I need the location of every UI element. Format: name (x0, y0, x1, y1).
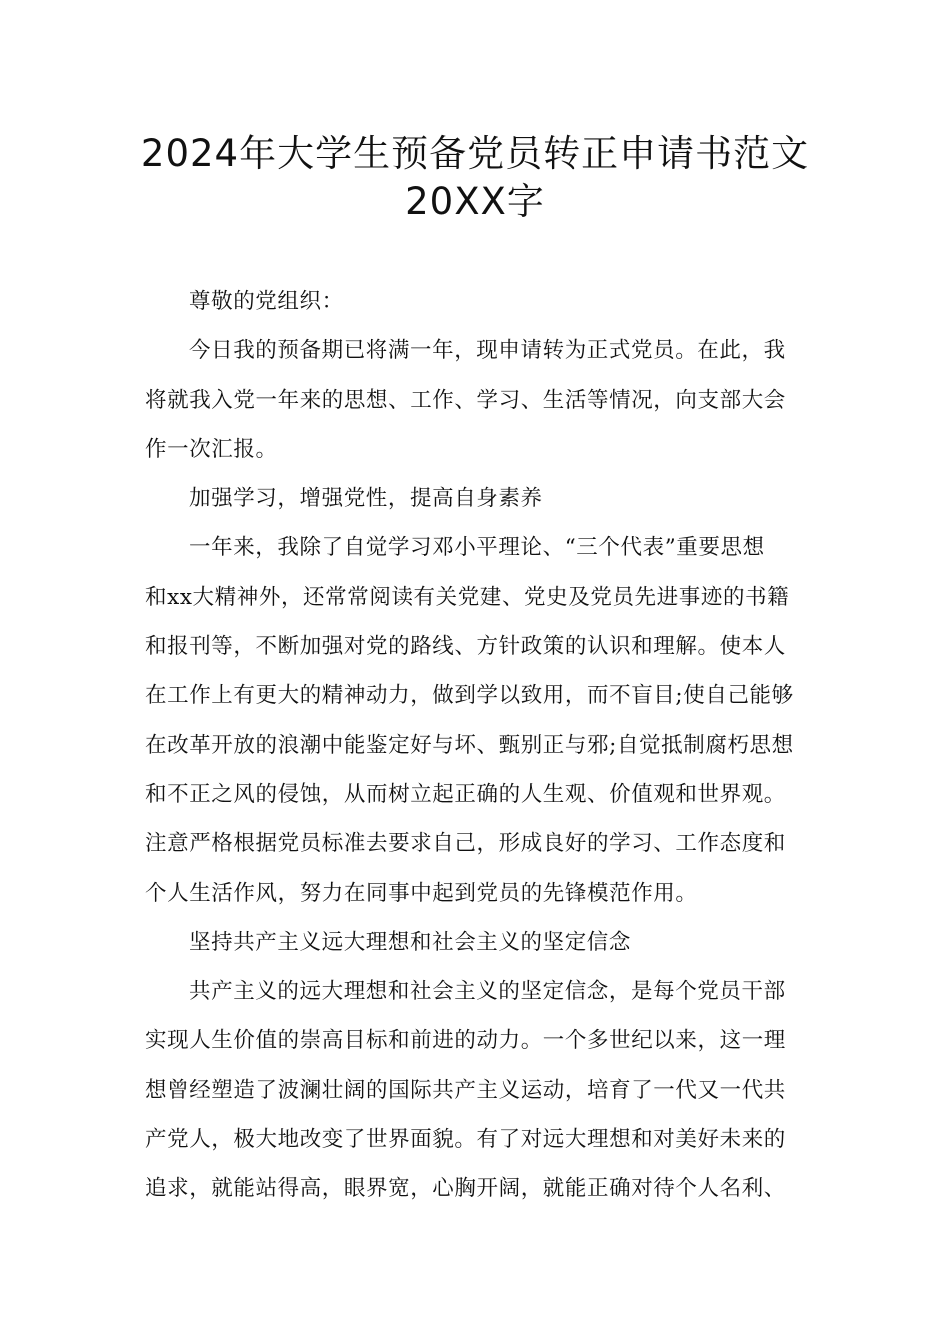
paragraph-line: 实现人生价值的崇高目标和前进的动力。一个多世纪以来，这一理 (145, 1028, 786, 1054)
section-heading: 加强学习，增强党性，提高自身素养 (189, 486, 543, 512)
paragraph-line: 和不正之风的侵蚀，从而树立起正确的人生观、价值观和世界观。 (145, 781, 786, 807)
paragraph-line: 个人生活作风，努力在同事中起到党员的先锋模范作用。 (145, 880, 698, 906)
section-heading: 坚持共产主义远大理想和社会主义的坚定信念 (189, 929, 632, 955)
paragraph-line: 今日我的预备期已将满一年，现申请转为正式党员。在此，我 (189, 338, 786, 364)
paragraph-line: 在工作上有更大的精神动力，做到学以致用，而不盲目;使自己能够 (145, 683, 794, 709)
document-title-line-2: 20XX字 (405, 180, 545, 223)
paragraph-line: 共产主义的远大理想和社会主义的坚定信念，是每个党员干部 (189, 979, 786, 1005)
paragraph-line: 在改革开放的浪潮中能鉴定好与坏、甄别正与邪;自觉抵制腐朽思想 (145, 732, 794, 758)
paragraph-line: 想曾经塑造了波澜壮阔的国际共产主义运动，培育了一代又一代共 (145, 1077, 786, 1103)
paragraph-line: 一年来，我除了自觉学习邓小平理论、“三个代表”重要思想 (189, 535, 765, 561)
paragraph-line: 和报刊等，不断加强对党的路线、方针政策的认识和理解。使本人 (145, 634, 786, 660)
document-body (145, 282, 805, 1219)
paragraph-line: 追求，就能站得高，眼界宽，心胸开阔，就能正确对待个人名利、 (145, 1176, 786, 1202)
paragraph-line: 注意严格根据党员标准去要求自己，形成良好的学习、工作态度和 (145, 831, 786, 857)
paragraph-line: 和xx大精神外，还常常阅读有关党建、党史及党员先进事迹的书籍 (145, 584, 790, 610)
paragraph-line: 产党人，极大地改变了世界面貌。有了对远大理想和对美好未来的 (145, 1127, 786, 1153)
paragraph-line: 将就我入党一年来的思想、工作、学习、生活等情况，向支部大会 (145, 387, 786, 413)
document-title-line-1: 2024年大学生预备党员转正申请书范文 (140, 132, 810, 175)
salutation: 尊敬的党组织： (189, 289, 344, 314)
paragraph-line: 作一次汇报。 (145, 436, 278, 462)
